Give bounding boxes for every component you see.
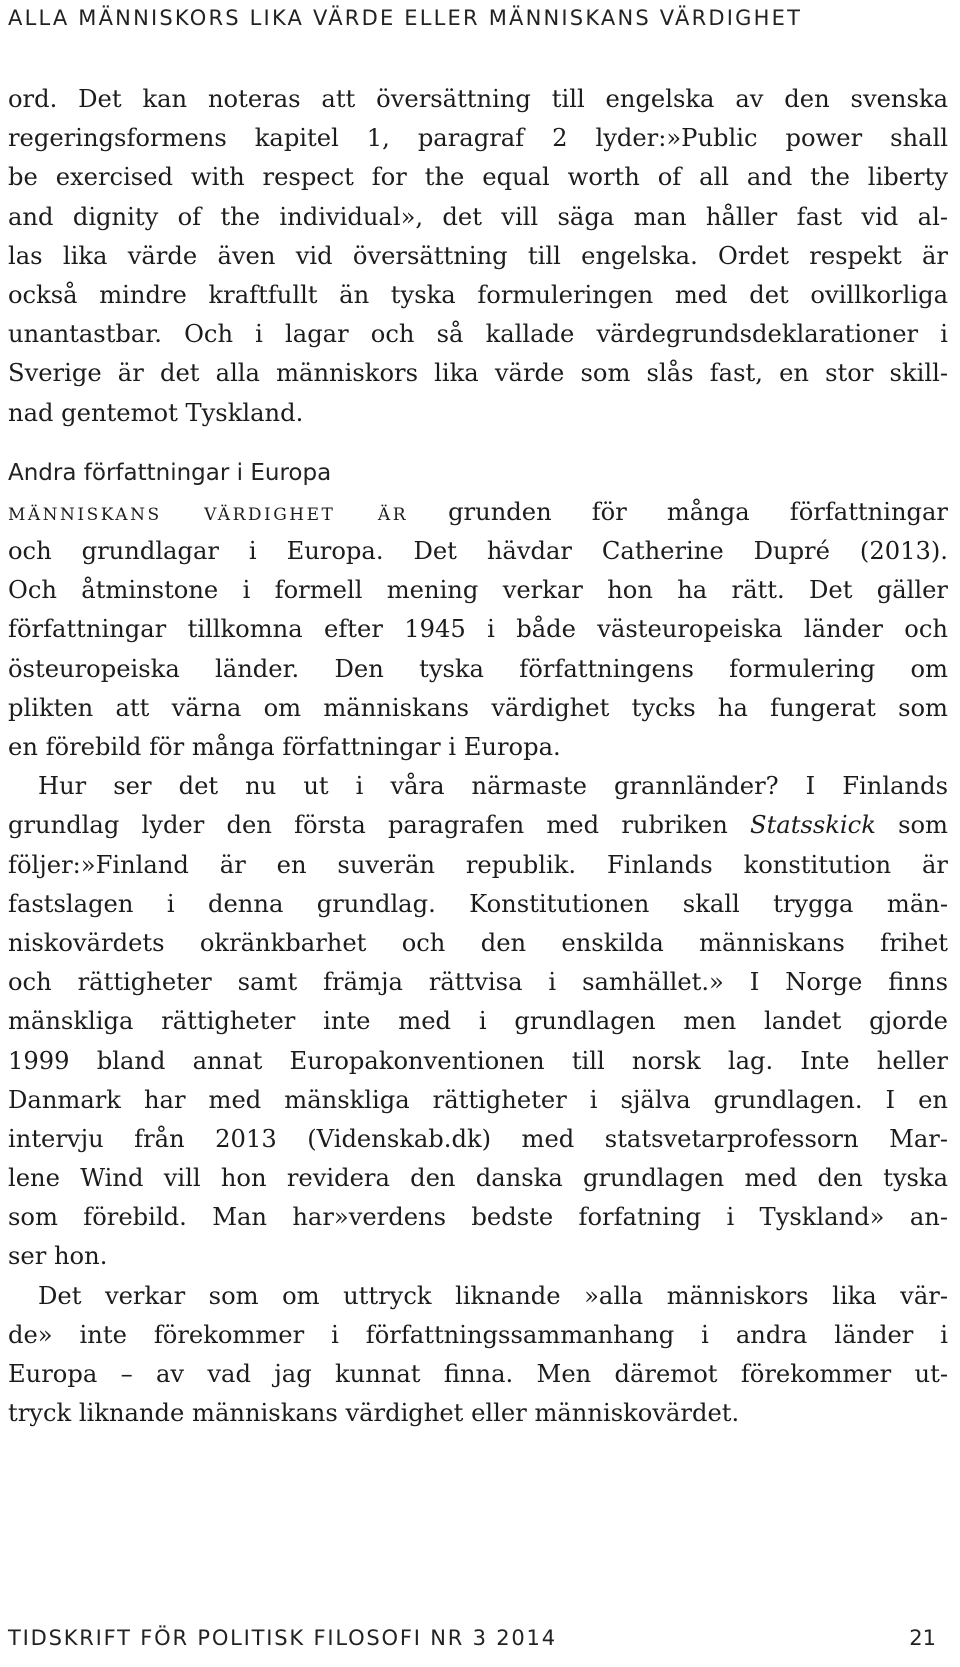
text-line: mänskliga rättigheter inte med i grundlagen men landet gjorde — [8, 1007, 948, 1036]
paragraph-1 — [8, 80, 948, 433]
section-heading: Andra författningar i Europa — [8, 459, 332, 486]
smallcaps-lead: människans värdighet är — [8, 497, 409, 526]
text-segment: som — [875, 811, 948, 840]
text-line: Det verkar som om uttryck liknande »alla människors lika vär- — [38, 1281, 948, 1310]
text-line: Och åtminstone i formell mening verkar hon ha rätt. Det gäller — [8, 576, 948, 605]
text-line: östeuropeiska länder. Den tyska författningens formulering om — [8, 654, 948, 683]
text-line: 1999 bland annat Europakonventionen till norsk lag. Inte heller — [8, 1046, 948, 1075]
text-line: som förebild. Man har»verdens bedste forfatning i Tyskland» an- — [8, 1203, 948, 1232]
text-line: Danmark har med mänskliga rättigheter i själva grundlagen. I en — [8, 1085, 948, 1114]
text-line: ser hon. — [8, 1242, 108, 1271]
text-line: följer:»Finland är en suverän republik. Finlands konstitution är — [8, 850, 948, 879]
text-line: niskovärdets okränkbarhet och den enskilda människans frihet — [8, 928, 948, 957]
text-segment: grunden för många författningar — [408, 497, 948, 526]
section-gap — [8, 433, 948, 454]
text-line: en förebild för många författningar i Europa. — [8, 733, 561, 761]
text-line: be exercised with respect for the equal worth of all and the liberty — [8, 163, 948, 192]
paragraph-4 — [8, 1277, 948, 1434]
text-line: och rättigheter samt främja rättvisa i samhället.» I Norge finns — [8, 968, 948, 997]
text-line — [8, 493, 948, 532]
journal-title: TIDSKRIFT FÖR POLITISK FILOSOFI NR 3 2014 — [8, 1626, 557, 1650]
text-line: unantastbar. Och i lagar och så kallade värdegrundsdeklarationer i — [8, 320, 948, 349]
text-line: nad gentemot Tyskland. — [8, 398, 304, 427]
text-line: de» inte förekommer i författningssammanhang i andra länder i — [8, 1320, 948, 1349]
text-line: las lika värde även vid översättning till engelska. Ordet respekt är — [8, 241, 948, 270]
page-number: 21 — [909, 1626, 936, 1650]
text-line: lene Wind vill hon revidera den danska grundlagen med den tyska — [8, 1164, 948, 1193]
text-line: regeringsformens kapitel 1, paragraf 2 lyder:»Public power shall — [8, 124, 948, 153]
paragraph-2 — [8, 493, 948, 767]
text-line: Sverige är det alla människors lika värde som slås fast, en stor skill- — [8, 359, 948, 388]
text-line: tryck liknande människans värdighet eller människovärdet. — [8, 1399, 740, 1428]
text-segment: grundlag lyder den första paragrafen med rubriken — [8, 811, 750, 840]
footer — [8, 1626, 948, 1650]
text-line: plikten att värna om människans värdighet tycks ha fungerat som — [8, 693, 948, 722]
body-text — [8, 80, 948, 1433]
text-line — [8, 806, 948, 845]
running-head: ALLA MÄNNISKORS LIKA VÄRDE ELLER MÄNNISKANS VÄRDIGHET — [8, 6, 803, 30]
text-line: fastslagen i denna grundlag. Konstitutionen skall trygga män- — [8, 889, 948, 918]
text-line: och grundlagar i Europa. Det hävdar Catherine Dupré (2013). — [8, 537, 948, 566]
text-line: Hur ser det nu ut i våra närmaste grannländer? I Finlands — [38, 772, 948, 801]
text-line: and dignity of the individual», det vill säga man håller fast vid al- — [8, 202, 948, 231]
paragraph-3 — [8, 767, 948, 1276]
text-line: intervju från 2013 (Videnskab.dk) med statsvetarprofessorn Mar- — [8, 1124, 948, 1153]
text-line: Europa – av vad jag kunnat finna. Men däremot förekommer ut- — [8, 1360, 948, 1388]
text-line: författningar tillkomna efter 1945 i både västeuropeiska länder och — [8, 615, 948, 644]
text-line: också mindre kraftfullt än tyska formuleringen med det ovillkorliga — [8, 280, 948, 309]
text-line: ord. Det kan noteras att översättning till engelska av den svenska — [8, 85, 948, 113]
italic-term: Statsskick — [750, 811, 876, 840]
